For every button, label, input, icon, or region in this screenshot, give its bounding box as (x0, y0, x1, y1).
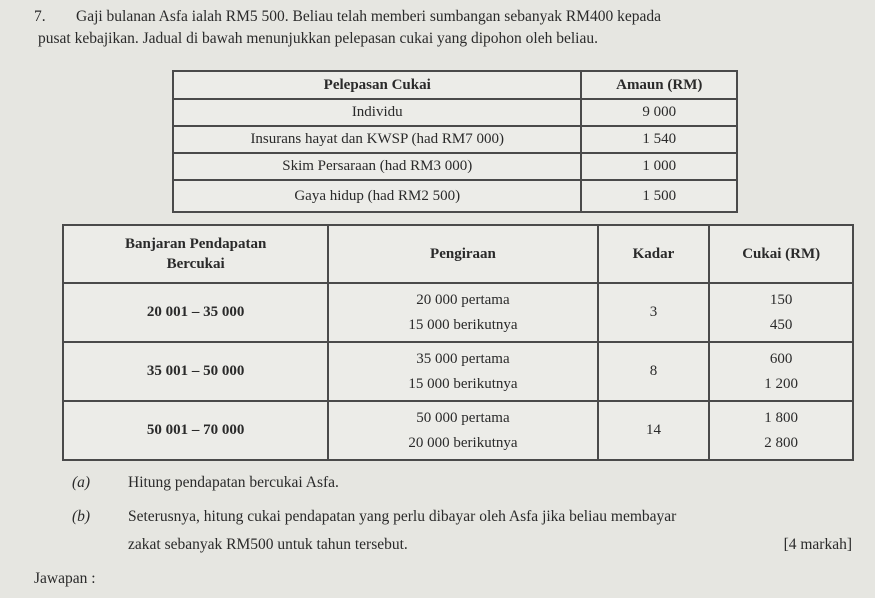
answer-label: Jawapan : (34, 570, 96, 587)
tax-rate: 3 (598, 283, 710, 342)
tax-amount: 150 450 (709, 283, 853, 342)
relief-header-amount: Amaun (RM) (581, 71, 737, 99)
tax-amount: 1 800 2 800 (709, 401, 853, 460)
relief-type: Insurans hayat dan KWSP (had RM7 000) (173, 126, 581, 153)
relief-amount: 1 000 (581, 153, 737, 180)
income-range: 35 001 – 50 000 (63, 342, 328, 401)
part-b-text-line1: Seterusnya, hitung cukai pendapatan yang perlu dibayar oleh Asfa jika beliau membayar (128, 508, 677, 525)
part-b-text-line2: zakat sebanyak RM500 untuk tahun tersebut. (128, 536, 408, 553)
relief-amount: 9 000 (581, 99, 737, 126)
calculation: 20 000 pertama 15 000 berikutnya (328, 283, 597, 342)
table-row (63, 401, 853, 460)
relief-type: Skim Persaraan (had RM3 000) (173, 153, 581, 180)
relief-type: Gaya hidup (had RM2 500) (173, 180, 581, 212)
tax-rate: 8 (598, 342, 710, 401)
income-tax-rate-table (62, 224, 854, 461)
tax-header-calculation: Pengiraan (328, 225, 597, 283)
tax-header-range: Banjaran Pendapatan Bercukai (63, 225, 328, 283)
part-a-text: Hitung pendapatan bercukai Asfa. (128, 474, 339, 491)
part-a-label: (a) (72, 474, 91, 491)
table-row (173, 153, 737, 180)
question-stem (34, 6, 854, 50)
question-number: 7. (34, 8, 46, 25)
question-text-line2: pusat kebajikan. Jadual di bawah menunjukkan pelepasan cukai yang dipohon oleh beliau. (38, 30, 598, 47)
relief-type: Individu (173, 99, 581, 126)
table-row (63, 283, 853, 342)
income-range: 20 001 – 35 000 (63, 283, 328, 342)
table-row (173, 180, 737, 212)
income-range: 50 001 – 70 000 (63, 401, 328, 460)
tax-rate: 14 (598, 401, 710, 460)
relief-amount: 1 500 (581, 180, 737, 212)
table-row (173, 126, 737, 153)
table-row (63, 342, 853, 401)
relief-header-type: Pelepasan Cukai (173, 71, 581, 99)
part-b-label: (b) (72, 508, 91, 525)
table-row (173, 99, 737, 126)
question-part-b (72, 508, 862, 558)
calculation: 50 000 pertama 20 000 berikutnya (328, 401, 597, 460)
calculation: 35 000 pertama 15 000 berikutnya (328, 342, 597, 401)
tax-relief-table (172, 70, 738, 213)
tax-header-rate: Kadar (598, 225, 710, 283)
relief-amount: 1 540 (581, 126, 737, 153)
question-text-line1: Gaji bulanan Asfa ialah RM5 500. Beliau telah memberi sumbangan sebanyak RM400 kepada (76, 8, 661, 25)
tax-amount: 600 1 200 (709, 342, 853, 401)
marks-label: [4 markah] (783, 536, 852, 553)
tax-header-tax: Cukai (RM) (709, 225, 853, 283)
